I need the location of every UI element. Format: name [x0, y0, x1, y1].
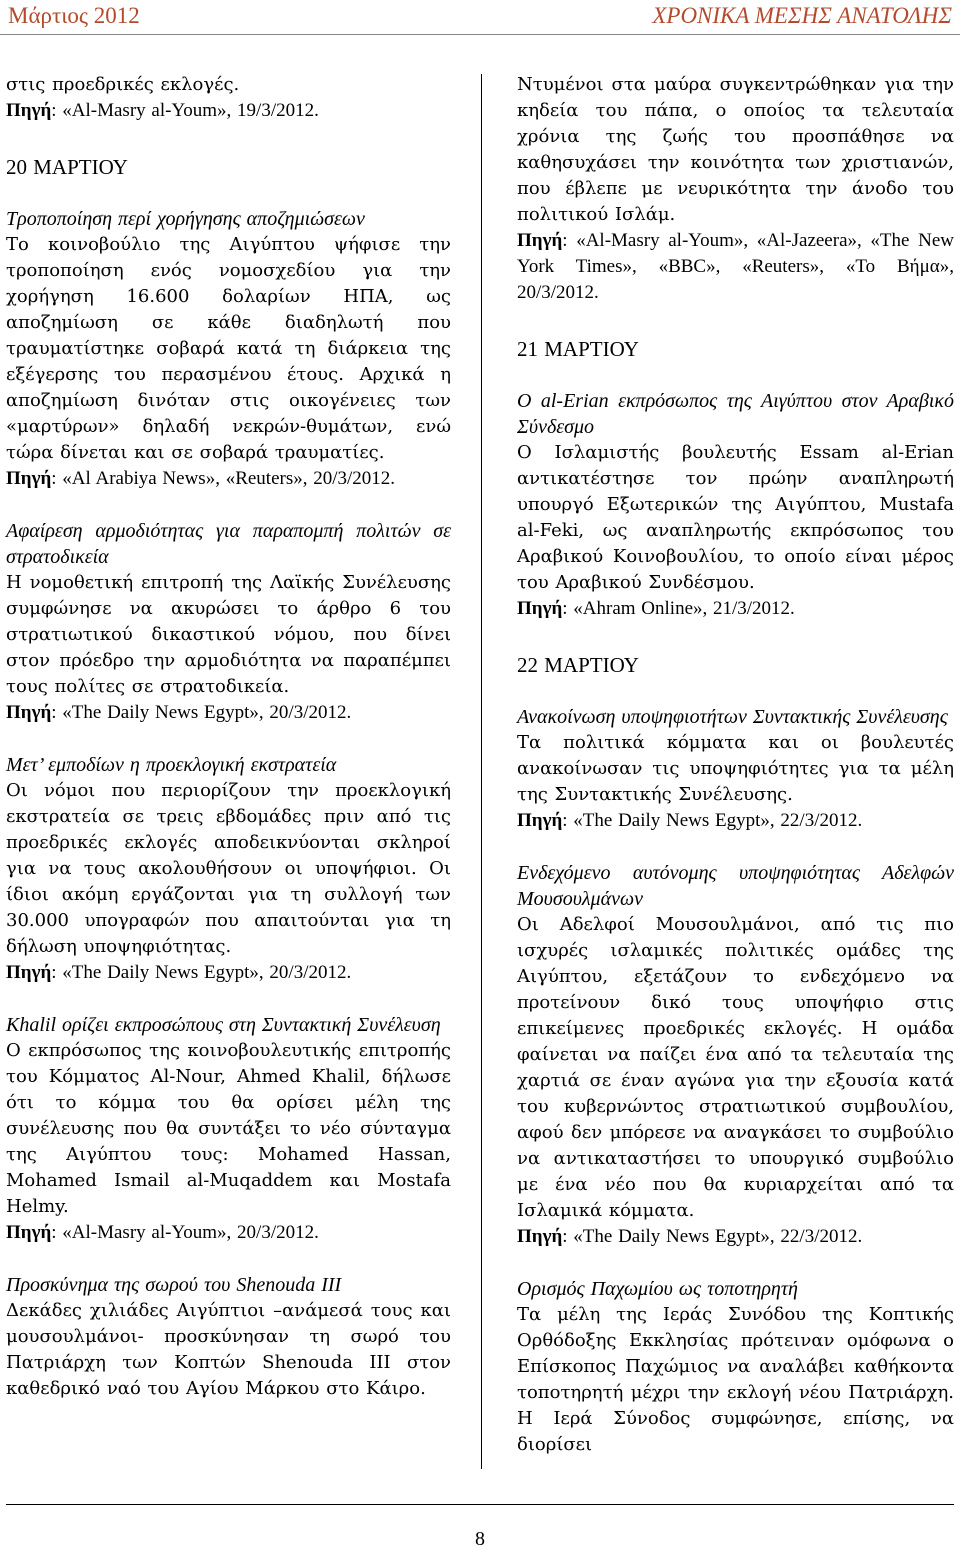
- running-header: [0, 0, 960, 38]
- source-text: : «Al-Masry al-Youm», «Al-Jazeera», «The New York Times», «BBC», «Reuters», «Το Βήμα», 20/3/2012.: [517, 230, 954, 303]
- source-text: : «The Daily News Egypt», 20/3/2012.: [51, 702, 352, 723]
- article-body: Ο Ισλαμιστής βουλευτής Essam al-Erian αντικατέστησε τον πρώην αναπληρωτή υπουργό Εξωτερικών της Αιγύπτου, Mustafa al-Feki, ως αναπληρωτής εκπρόσωπος του Αραβικού Κοινοβουλίου, το οποίο είναι μέρος του Αραβικού Συνδέσμου.: [517, 442, 954, 593]
- left-column: [6, 72, 451, 1402]
- source-text: : «The Daily News Egypt», 20/3/2012.: [51, 962, 352, 983]
- column-divider: [481, 74, 482, 1469]
- article-body: Οι νόμοι που περιορίζουν την προεκλογική εκστρατεία σε τρεις εβδομάδες πριν από τις προεδρικές εκλογές αποδεικνύονται σκληροί για να τους ακολουθήσουν οι υποψήφιοι. Οι ίδιοι ακόμη εργάζονται για τη συλλογή των 30.000 υπογραφών που απαιτούνται για τη δήλωση υποψηφιότητας.: [6, 780, 451, 957]
- article-source: [6, 700, 451, 726]
- article-title: Ορισμός Παχωμίου ως τοποτηρητή: [517, 1278, 798, 1300]
- article-source: [517, 228, 954, 306]
- source-text: : «Al Arabiya News», «Reuters», 20/3/2012.: [51, 468, 396, 489]
- article-title: Khalil ορίζει εκπροσώπους στη Συντακτική Συνέλευση: [6, 1014, 441, 1036]
- article-body: Η νομοθετική επιτροπή της Λαϊκής Συνέλευσης συμφώνησε να ακυρώσει το άρθρο 6 του στρατιωτικού δικαστικού νόμου, που δίνει στον πρόεδρο την αρμοδιότητα να παραπέμπει τους πολίτες σε στρατοδικεία.: [6, 572, 451, 697]
- article-title: Ενδεχόμενο αυτόνομης υποψηφιότητας Αδελφών Μουσουλμάνων: [517, 862, 954, 910]
- article-body: Ντυμένοι στα μαύρα συγκεντρώθηκαν για την κηδεία του πάπα, ο οποίος τα τελευταία χρόνια της ζωής του προσπάθησε να καθησυχάσει την κοινότητα των χριστιανών, που έβλεπε με νευρικότητα την άνοδο του πολιτικού Ισλάμ.: [517, 74, 954, 225]
- article-body: Τα μέλη της Ιεράς Συνόδου της Κοπτικής Ορθόδοξης Εκκλησίας πρότειναν ομόφωνα ο Επίσκοπος Παχώμιος να αναλάβει καθήκοντα τοποτηρητή μέχρι την εκλογή νέου Πατριάρχη. Η Ιερά Σύνοδος συμφώνησε, επίσης, να διορίσει: [517, 1304, 954, 1455]
- article-source: [6, 466, 451, 492]
- page-number: 8: [475, 1528, 485, 1550]
- source-label: Πηγή: [6, 468, 52, 489]
- article-title: Τροποποίηση περί χορήγησης αποζημιώσεων: [6, 208, 365, 230]
- source-label: Πηγή: [6, 1222, 52, 1243]
- article-source: [517, 1224, 954, 1250]
- article-body: Δεκάδες χιλιάδες Αιγύπτιοι –ανάμεσά τους και μουσουλμάνοι- προσκύνησαν τη σωρό του Πατριάρχη των Κοπτών Shenouda III στον καθεδρικό ναό του Αγίου Μάρκου στο Κάιρο.: [6, 1300, 451, 1399]
- article-body: Οι Αδελφοί Μουσουλμάνοι, από τις πιο ισχυρές ισλαμικές πολιτικές ομάδες της Αιγύπτου, εξετάζουν το ενδεχόμενο να προτείνουν δικό τους υποψήφιο στις επικείμενες προεδρικές εκλογές. Η ομάδα φαίνεται να παίζει ένα από τα τελευταία της χαρτιά σε έναν αγώνα για την εξουσία κατά του κυβερνώντος στρατιωτικού συμβουλίου, αφού δεν μπόρεσε να αναγκάσει το συμβούλιο να αντικαταστήσει το υπουργικό συμβούλιο με ένα νέο που θα κυριαρχείται από τα Ισλαμικά κόμματα.: [517, 914, 954, 1221]
- footer-rule: [6, 1504, 954, 1505]
- article-title: Προσκύνημα της σωρού του Shenouda III: [6, 1274, 342, 1296]
- source-label: Πηγή: [517, 1226, 563, 1247]
- source-label: Πηγή: [6, 962, 52, 983]
- article-source: [6, 1220, 451, 1246]
- article-title: Μετ’ εμποδίων η προεκλογική εκστρατεία: [6, 754, 337, 776]
- article-source: [517, 596, 954, 622]
- article-body: Ο εκπρόσωπος της κοινοβουλευτικής επιτροπής του Κόμματος Al-Nour, Ahmed Khalil, δήλωσε ότι το κόμμα του θα ορίσει μέλη της συνέλευσης που θα συντάξει το νέο σύνταγμα της Αιγύπτου τους: Mohamed Hassan, Mohamed Ismail al-Muqaddem και Mostafa Helmy.: [6, 1040, 451, 1217]
- source-text: : «Al-Masry al-Youm», 19/3/2012.: [51, 100, 319, 121]
- date-heading: 20 ΜΑΡΤΙΟΥ: [6, 155, 128, 179]
- date-heading: 21 ΜΑΡΤΙΟΥ: [517, 337, 639, 361]
- source-text: : «Al-Masry al-Youm», 20/3/2012.: [51, 1222, 319, 1243]
- header-rule: [0, 34, 960, 35]
- article-body: Τα πολιτικά κόμματα και οι βουλευτές ανακοίνωσαν τις υποψηφιότητες για τα μέλη της Συντακτικής Συνέλευσης.: [517, 732, 954, 805]
- source-label: Πηγή: [517, 810, 563, 831]
- article-source: [517, 808, 954, 834]
- header-date: Μάρτιος 2012: [8, 3, 140, 28]
- source-text: : «Ahram Online», 21/3/2012.: [562, 598, 795, 619]
- right-column: [517, 72, 954, 1458]
- article-title: Αφαίρεση αρμοδιότητας για παραπομπή πολιτών σε στρατοδικεία: [6, 520, 451, 568]
- source-label: Πηγή: [6, 702, 52, 723]
- article-body: Το κοινοβούλιο της Αιγύπτου ψήφισε την τροποποίηση ενός νομοσχεδίου για την χορήγηση 16.600 δολαρίων ΗΠΑ, ως αποζημίωση σε κάθε διαδηλωτή που τραυματίστηκε σοβαρά κατά τη διάρκεια της εξέγερσης του περασμένου έτους. Αρχικά η αποζημίωση δινόταν στις οικογένειες των «μαρτύρων» δηλαδή νεκρών-θυμάτων, ενώ τώρα δίνεται και σε σοβαρά τραυματίες.: [6, 234, 451, 463]
- article-title: Ο al-Erian εκπρόσωπος της Αιγύπτου στον Αραβικό Σύνδεσμο: [517, 390, 954, 438]
- source-label: Πηγή: [517, 598, 563, 619]
- intro-text: στις προεδρικές εκλογές.: [6, 74, 240, 95]
- article-title: Ανακοίνωση υποψηφιοτήτων Συντακτικής Συνέλευσης: [517, 706, 948, 728]
- article-source: [6, 960, 451, 986]
- source-text: : «The Daily News Egypt», 22/3/2012.: [562, 1226, 863, 1247]
- header-publication-title: ΧΡΟΝΙΚΑ ΜΕΣΗΣ ΑΝΑΤΟΛΗΣ: [652, 3, 952, 28]
- intro-source: [6, 98, 451, 124]
- date-heading: 22 ΜΑΡΤΙΟΥ: [517, 653, 639, 677]
- source-text: : «The Daily News Egypt», 22/3/2012.: [562, 810, 863, 831]
- source-label: Πηγή: [517, 230, 563, 251]
- source-label: Πηγή: [6, 100, 52, 121]
